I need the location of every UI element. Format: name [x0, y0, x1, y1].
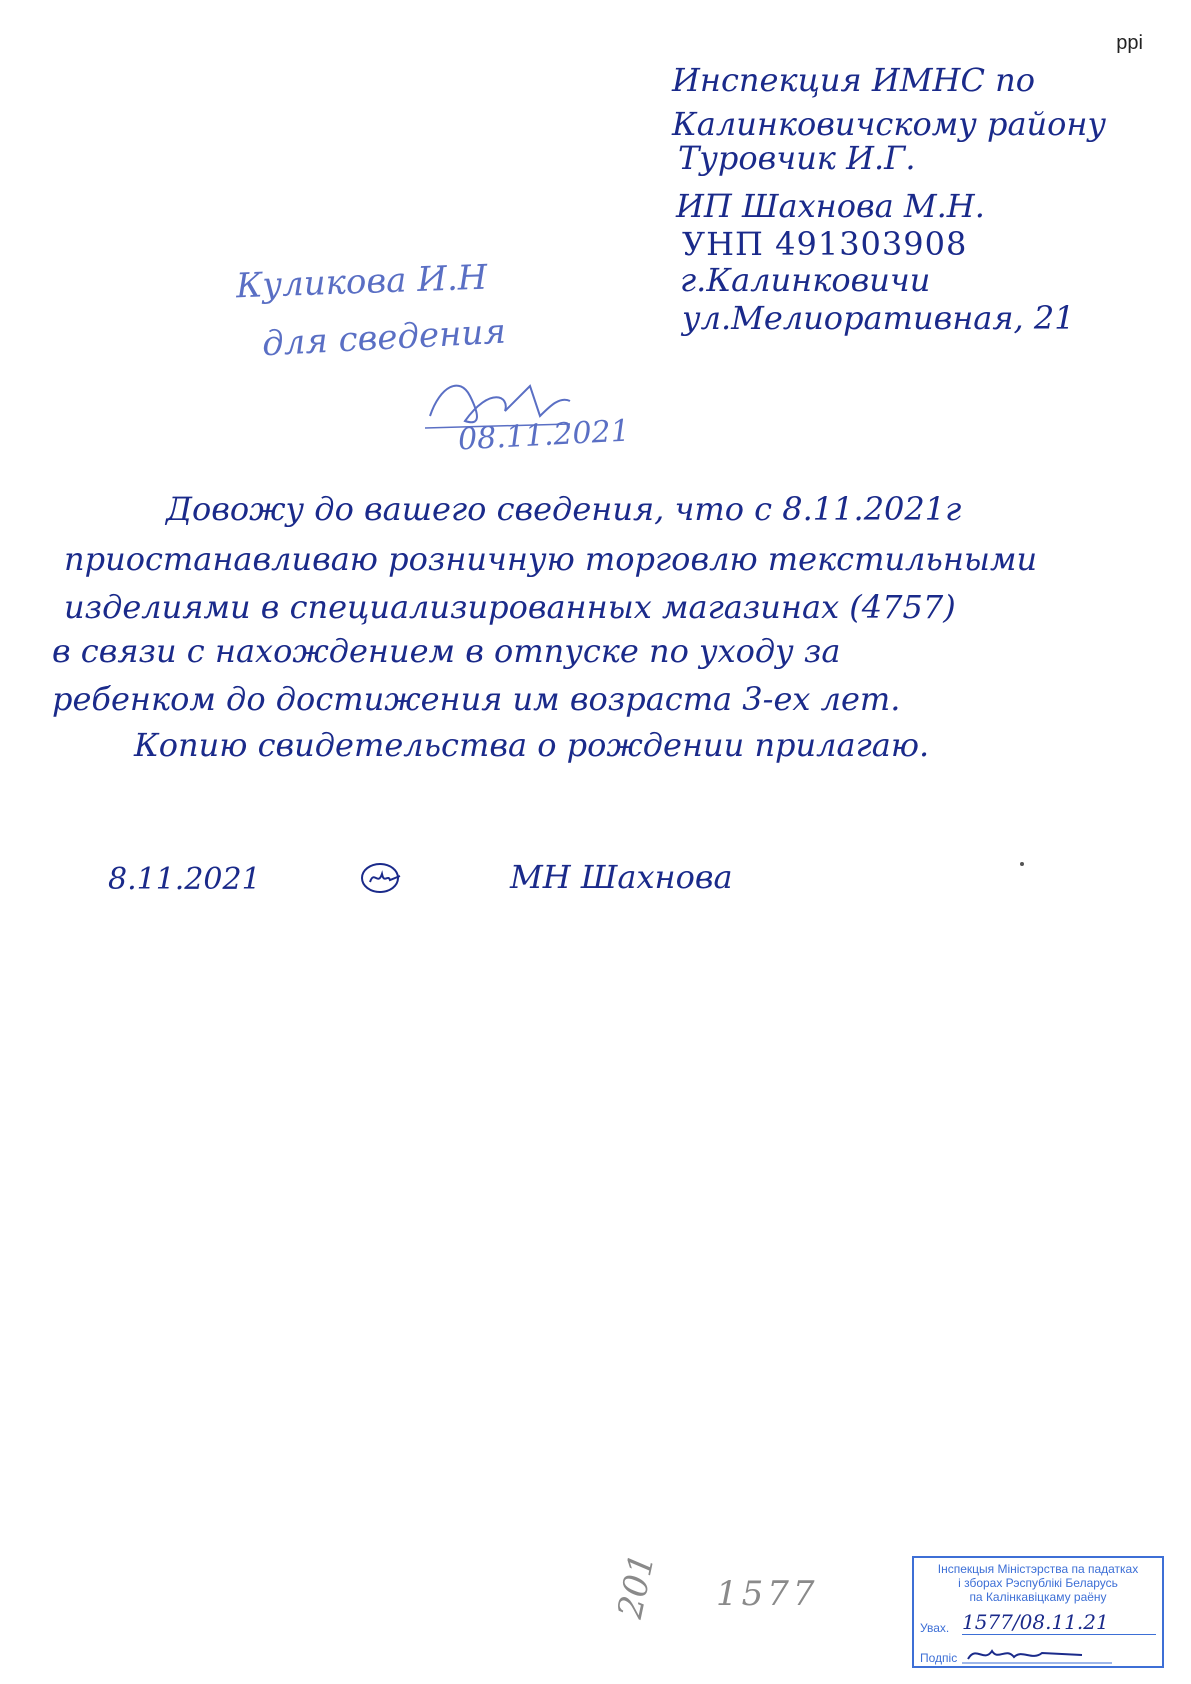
pencil-note-2: 1577	[716, 1574, 819, 1614]
sender-street: ул.Мелиоративная, 21	[682, 299, 1075, 337]
footer-signature-name: МН Шахнова	[510, 858, 733, 896]
resolution-line-2: для сведения	[261, 311, 507, 365]
stamp-header-2: і зборах Рэспублікі Беларусь	[958, 1576, 1118, 1590]
body-line-4: в связи с нахождением в отпуске по уходу за	[52, 632, 841, 670]
sender-unp: УНП 491303908	[682, 225, 968, 263]
pencil-note-1: 201	[610, 1550, 663, 1622]
body-line-3: изделиями в специализированных магазинах (4757)	[64, 588, 956, 626]
footer-date: 8.11.2021	[108, 862, 261, 897]
resolution-line-1: Куликова И.Н	[235, 257, 488, 307]
footer-signature-mark	[356, 856, 408, 900]
body-line-6: Копию свидетельства о рождении прилагаю.	[134, 726, 930, 764]
stamp-incoming-label: Увах.	[920, 1621, 950, 1635]
addressee-line-3: Туровчик И.Г.	[678, 139, 916, 177]
body-line-5: ребенком до достижения им возраста 3-ех лет.	[52, 680, 901, 718]
sender-city: г.Калинковичи	[680, 261, 931, 299]
stamp-incoming-row	[920, 1610, 1156, 1635]
stamp-incoming-value: 1577/08.11.21	[962, 1610, 1156, 1635]
stray-dot	[1020, 862, 1024, 866]
sender-name: ИП Шахнова М.Н.	[676, 187, 985, 225]
stamp-header-1: Інспекцыя Міністэрства па падатках	[937, 1562, 1139, 1576]
body-line-1: Довожу до вашего сведения, что с 8.11.2021г	[166, 490, 962, 528]
corner-mark: ррі	[1116, 32, 1143, 54]
stamp-signature-label: Подпіс	[920, 1651, 958, 1665]
addressee-line-1: Инспекция ИМНС по	[672, 61, 1035, 99]
registration-stamp	[912, 1556, 1164, 1668]
resolution-date: 08.11.2021	[457, 413, 631, 458]
stamp-signature-row	[920, 1641, 1156, 1665]
addressee-line-2: Калинковичскому району	[672, 105, 1107, 143]
body-line-2: приостанавливаю розничную торговлю текстильными	[64, 540, 1038, 578]
stamp-signature-mark	[962, 1641, 1112, 1665]
stamp-header-3: па Калінкавіцкаму раёну	[969, 1590, 1107, 1604]
